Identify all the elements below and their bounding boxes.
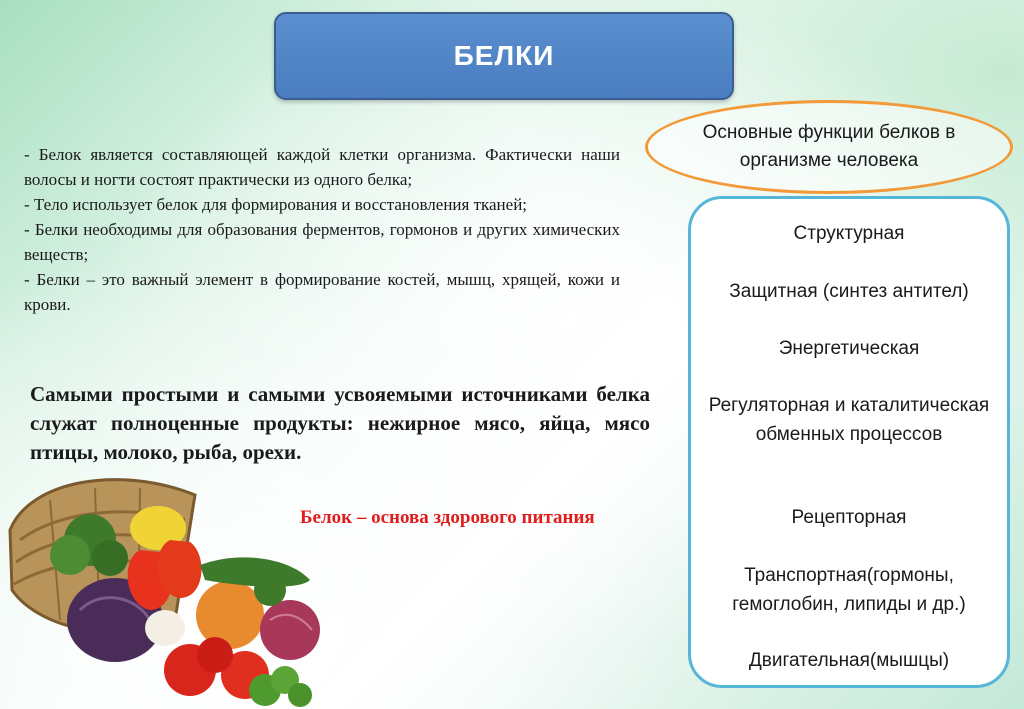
function-item: Защитная (синтез антител): [729, 281, 969, 302]
motto-text: Белок – основа здорового питания: [300, 507, 595, 528]
functions-heading-oval: [645, 100, 1013, 194]
vegetable-basket-icon: [0, 470, 340, 709]
title-banner: [274, 12, 734, 100]
functions-heading: Основные функции белков в организме человека: [702, 122, 956, 171]
protein-sources-text: Самыми простыми и самыми усвояемыми источниками белка служат полноценные продукты: нежирное мясо, яйца, мясо птицы, молоко, рыба, орехи.: [30, 382, 650, 464]
function-item: Регуляторная и каталитическая обменных процессов: [708, 395, 990, 445]
fact-item: - Белок является составляющей каждой клетки организма. Фактически наши волосы и ногти состоят практически из одного белка;: [24, 145, 620, 189]
function-item: Энергетическая: [778, 338, 920, 359]
functions-box: [688, 196, 1010, 688]
fact-item: - Белки – это важный элемент в формирование костей, мышц, хрящей, кожи и крови.: [24, 270, 620, 314]
function-item: Двигательная(мышцы): [748, 650, 950, 671]
fact-item: - Белки необходимы для образования ферментов, гормонов и других химических веществ;: [24, 220, 620, 264]
function-item: Транспортная(гормоны, гемоглобин, липиды и др.): [732, 565, 966, 615]
function-item: Структурная: [793, 223, 905, 244]
page-title: БЕЛКИ: [453, 40, 555, 71]
protein-facts-list: [24, 142, 620, 317]
fact-item: - Тело использует белок для формирования и восстановления тканей;: [24, 195, 528, 214]
function-item: Рецепторная: [791, 507, 907, 528]
